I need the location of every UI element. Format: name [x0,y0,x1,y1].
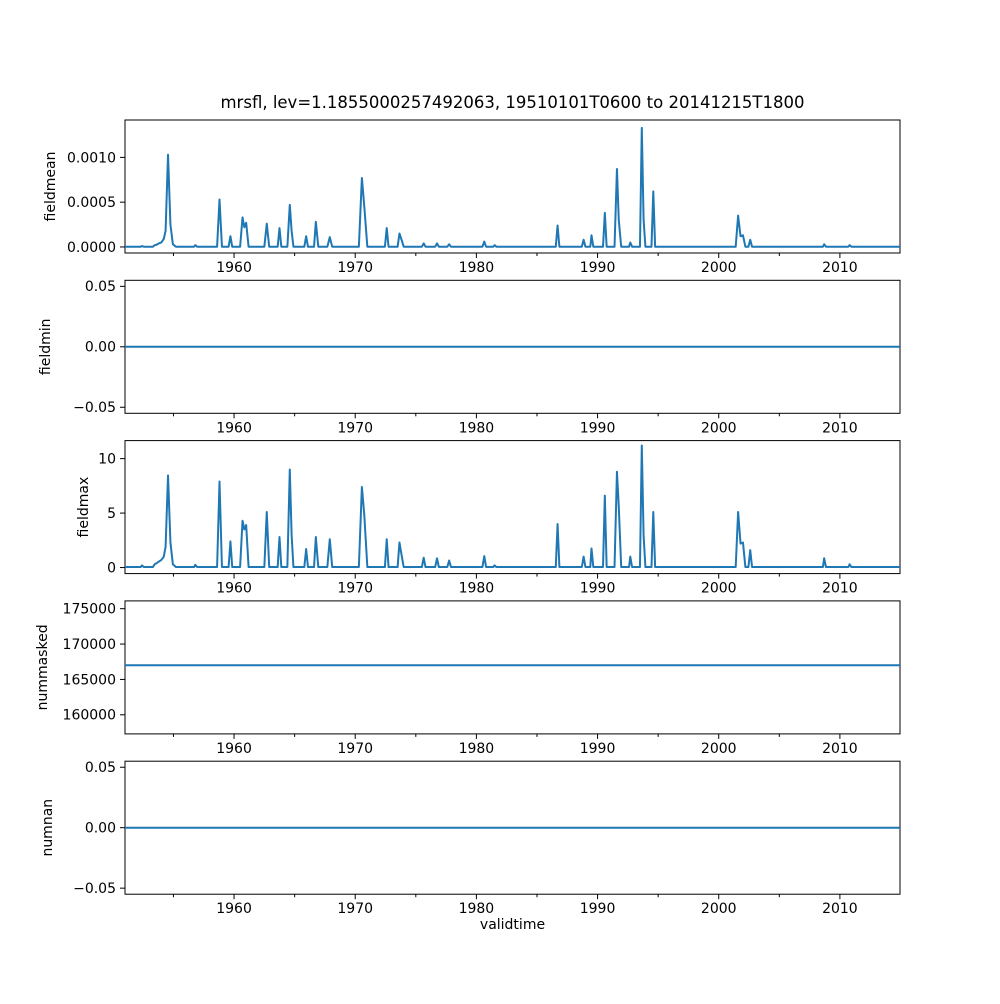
y-tick-label: −0.05 [73,400,116,417]
x-tick-label: 1970 [337,420,374,437]
x-tick-label: 1960 [216,740,252,757]
fieldmax-line [125,446,900,567]
x-tick-label: 1970 [337,580,374,597]
x-tick-label: 1980 [458,740,495,757]
subplot-fieldmean [43,120,900,276]
x-tick-label: 1960 [216,420,252,437]
x-tick-label: 1970 [337,260,374,276]
fieldmean-line [125,128,900,247]
x-tick-label: 1960 [216,260,252,276]
x-tick-label: 1990 [579,740,616,757]
y-tick-label: 170000 [62,636,116,653]
x-tick-label: 2000 [700,901,737,918]
subplot-nummasked [35,601,900,757]
y-tick-label: 0.00 [84,820,116,837]
y-tick-label: 0.05 [84,279,116,296]
y-tick-label: 5 [107,505,116,522]
y-axis-label-numnan: numnan [40,798,56,857]
subplot-fieldmax [76,441,900,597]
y-tick-label: 0.0010 [67,150,116,167]
y-tick-label: 0.05 [84,760,116,777]
x-tick-label: 2010 [822,420,858,437]
subplot-fieldmin [38,279,900,436]
x-tick-label: 2000 [700,740,737,757]
x-tick-label: 2000 [700,580,737,597]
y-tick-label: 0 [107,560,116,577]
y-axis-label-fieldmin: fieldmin [38,318,54,376]
x-tick-label: 1990 [579,901,616,918]
x-tick-label: 2000 [700,260,737,276]
y-tick-label: 160000 [62,707,116,724]
figure-title: mrsfl, lev=1.1855000257492063, 19510101T0600 to 20141215T1800 [220,93,805,112]
x-tick-label: 1980 [458,260,495,276]
x-axis-label: validtime [479,917,546,933]
y-tick-label: 0.00 [84,339,116,356]
axes-frame [125,601,900,734]
x-tick-label: 2000 [700,420,737,437]
x-tick-label: 1990 [579,420,616,437]
x-tick-label: 2010 [822,740,858,757]
y-axis-label-nummasked: nummasked [35,624,51,711]
panels-group [35,120,900,917]
y-tick-label: 0.0000 [67,239,116,256]
y-tick-label: 175000 [62,601,116,618]
subplot-numnan [40,760,900,917]
x-tick-label: 1990 [579,260,616,276]
y-axis-label-fieldmax: fieldmax [76,476,92,538]
x-tick-label: 1980 [458,420,495,437]
x-tick-label: 1970 [337,901,374,918]
x-tick-label: 1980 [458,580,495,597]
x-tick-label: 1970 [337,740,374,757]
x-tick-label: 2010 [822,901,858,918]
y-tick-label: −0.05 [73,881,116,898]
y-tick-label: 10 [98,451,116,468]
x-tick-label: 2010 [822,580,858,597]
y-axis-label-fieldmean: fieldmean [43,151,59,222]
x-tick-label: 2010 [822,260,858,276]
x-tick-label: 1960 [216,901,252,918]
y-tick-label: 0.0005 [67,195,116,212]
x-tick-label: 1980 [458,901,495,918]
x-tick-label: 1990 [579,580,616,597]
y-tick-label: 165000 [62,672,116,689]
x-tick-label: 1960 [216,580,252,597]
